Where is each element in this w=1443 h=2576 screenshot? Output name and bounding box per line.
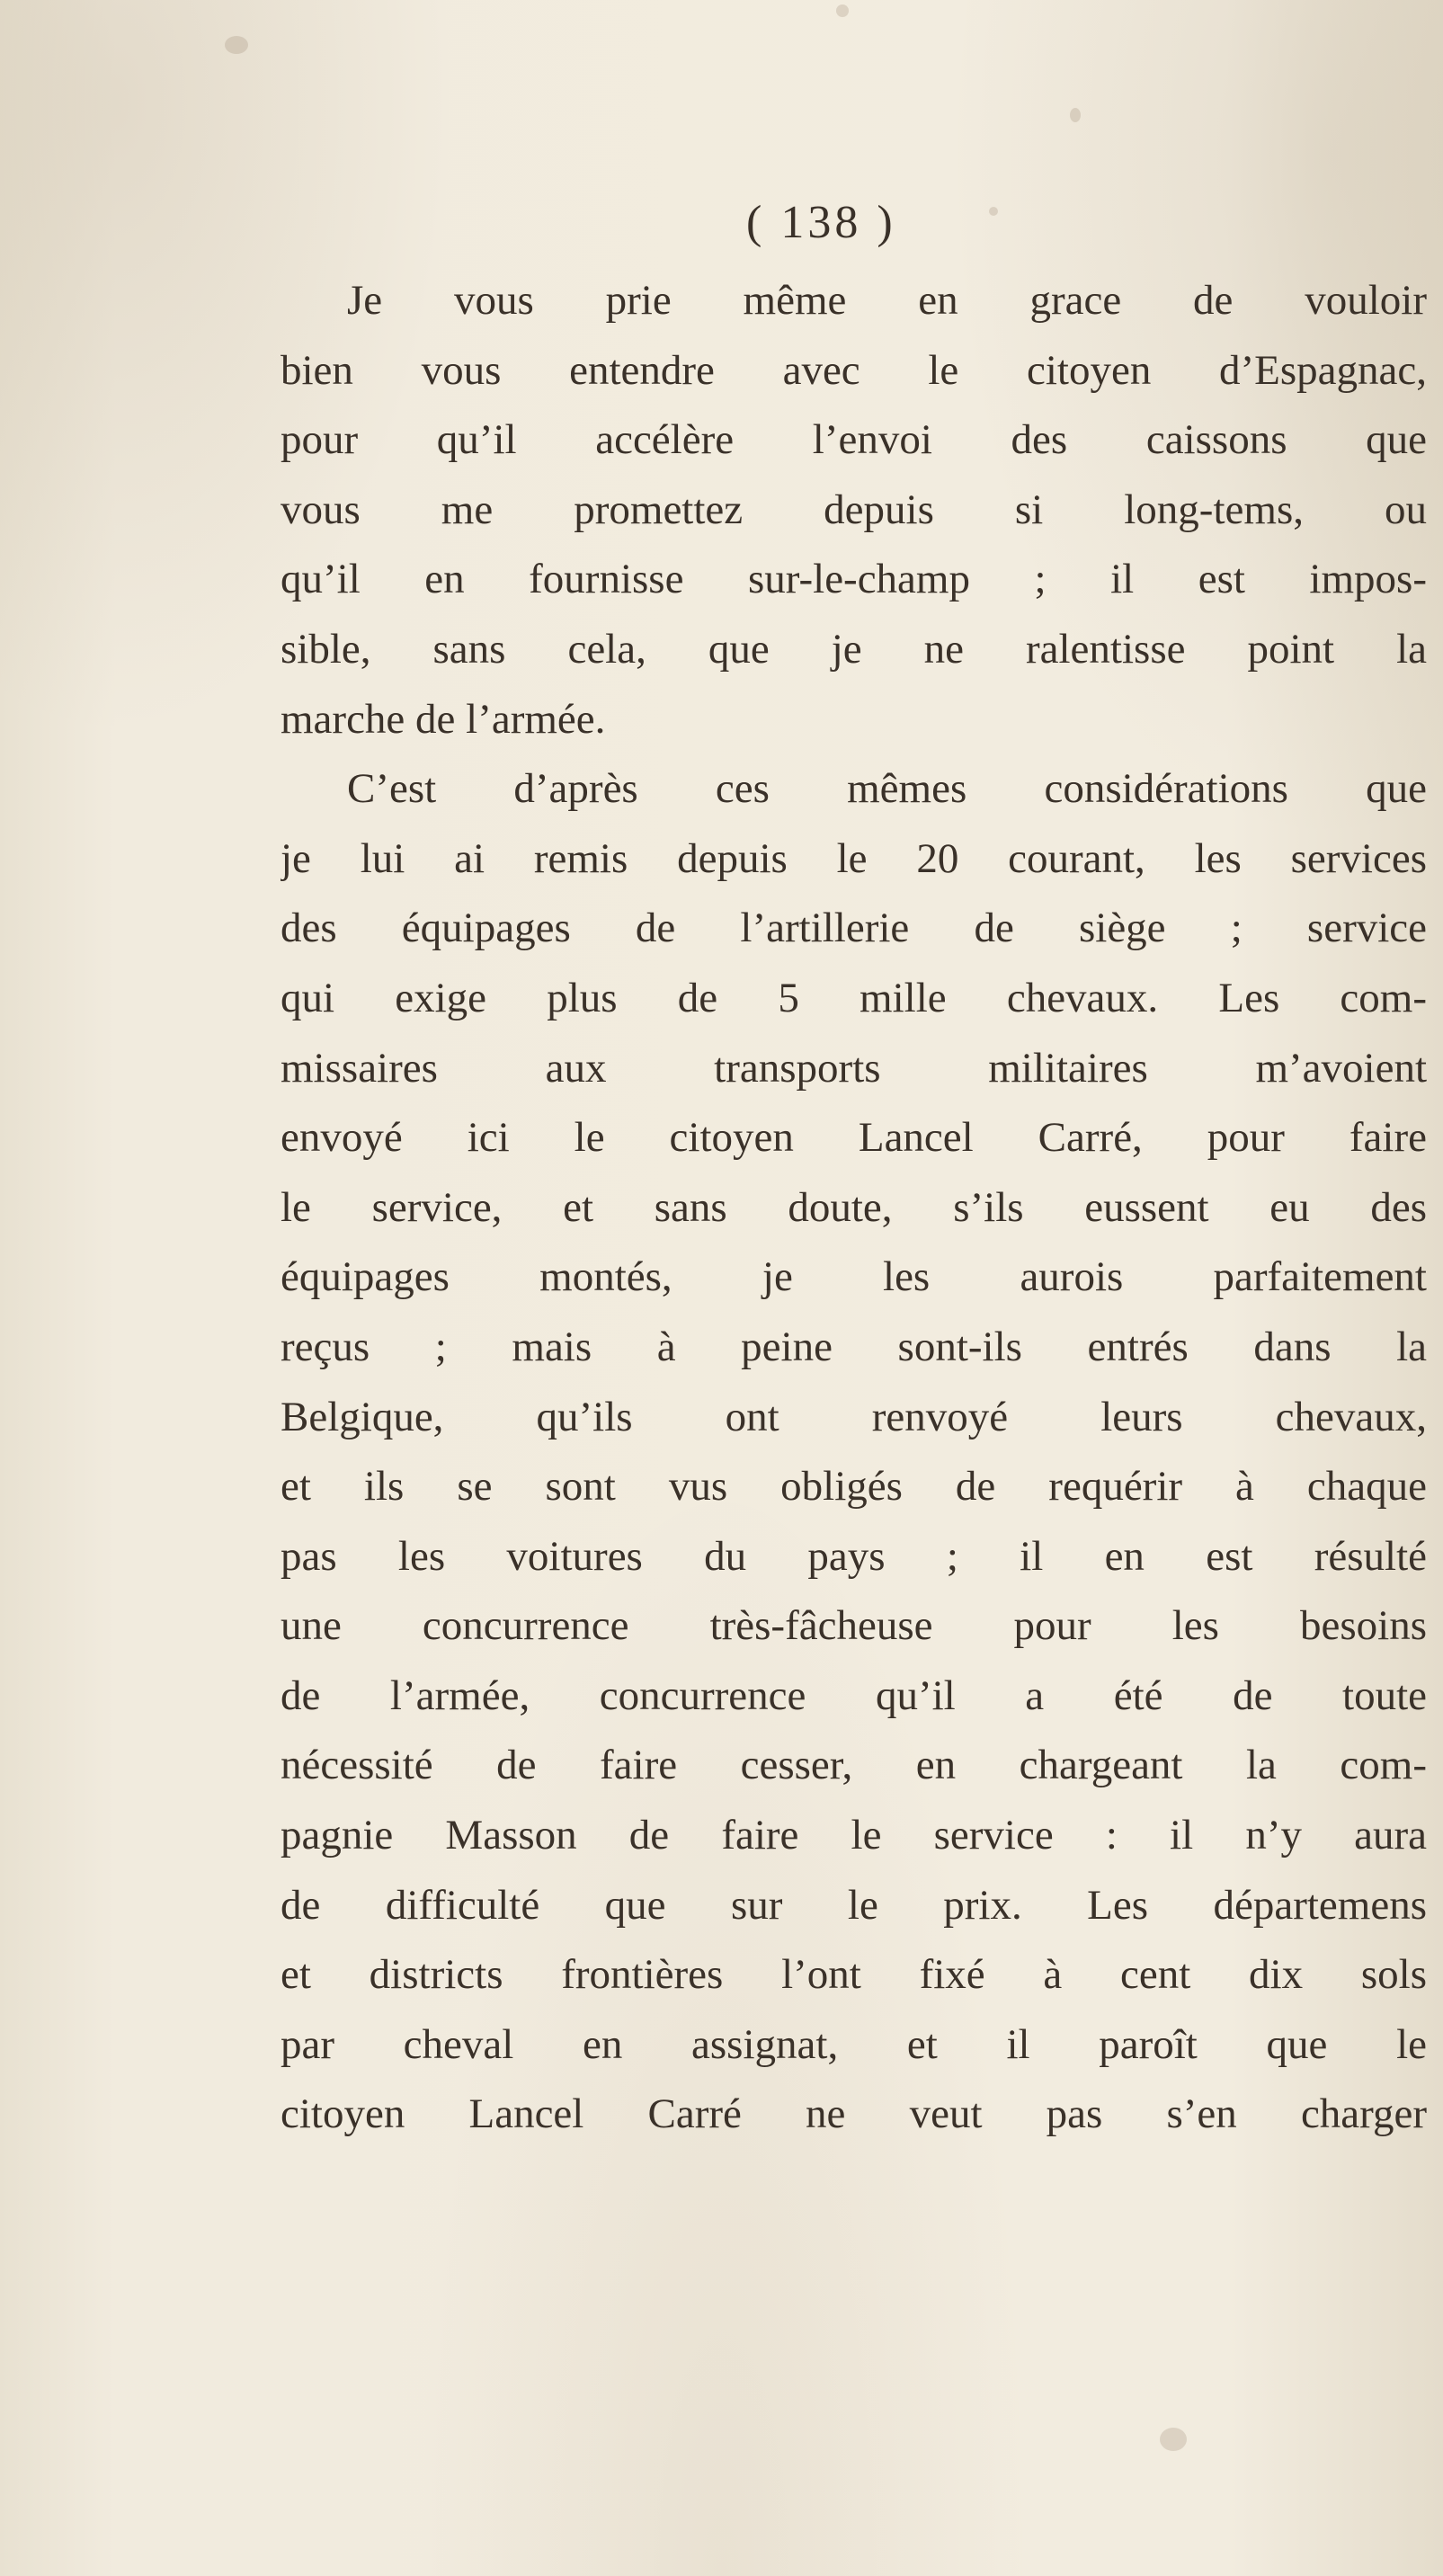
- text-line: des équipages de l’artillerie de siège ; service: [281, 905, 1427, 952]
- foxing-spot: [225, 36, 248, 54]
- text-line: je lui ai remis depuis le 20 courant, les services: [281, 834, 1427, 882]
- body-text: [281, 266, 1427, 2150]
- text-line: qui exige plus de 5 mille chevaux. Les com-: [281, 974, 1427, 1021]
- text-line: Belgique, qu’ils ont renvoyé leurs chevaux,: [281, 1393, 1427, 1440]
- foxing-spot: [989, 207, 998, 216]
- foxing-spot: [836, 4, 849, 17]
- text-line: le service, et sans doute, s’ils eussent eu des: [281, 1183, 1427, 1231]
- text-line: sible, sans cela, que je ne ralentisse point la: [281, 625, 1427, 673]
- text-line: une concurrence très-fâcheuse pour les besoins: [281, 1602, 1427, 1650]
- text-line: nécessité de faire cesser, en chargeant la com-: [281, 1742, 1427, 1789]
- text-line: C’est d’après ces mêmes considérations que: [347, 765, 1427, 813]
- text-line: Je vous prie même en grace de vouloir: [347, 277, 1427, 324]
- text-line: par cheval en assignat, et il paroît que le: [281, 2020, 1427, 2068]
- text-line: envoyé ici le citoyen Lancel Carré, pour faire: [281, 1114, 1427, 1162]
- text-line: citoyen Lancel Carré ne veut pas s’en charger: [281, 2090, 1427, 2138]
- text-line: pour qu’il accélère l’envoi des caissons que: [281, 416, 1427, 464]
- text-line: bien vous entendre avec le citoyen d’Espagnac,: [281, 346, 1427, 394]
- foxing-spot: [1070, 108, 1081, 122]
- text-line: équipages montés, je les aurois parfaitement: [281, 1253, 1427, 1301]
- text-line: missaires aux transports militaires m’avoient: [281, 1044, 1427, 1092]
- text-line: vous me promettez depuis si long-tems, ou: [281, 486, 1427, 533]
- text-line: de difficulté que sur le prix. Les départemens: [281, 1881, 1427, 1929]
- text-line: et districts frontières l’ont fixé à cent dix sols: [281, 1951, 1427, 1999]
- text-line: qu’il en fournisse sur-le-champ ; il est impos-: [281, 556, 1427, 603]
- text-line: et ils se sont vus obligés de requérir à chaque: [281, 1463, 1427, 1511]
- text-line: de l’armée, concurrence qu’il a été de toute: [281, 1671, 1427, 1719]
- foxing-spot: [1160, 2428, 1187, 2451]
- text-line: reçus ; mais à peine sont-ils entrés dans la: [281, 1323, 1427, 1370]
- text-line: pas les voitures du pays ; il en est résulté: [281, 1532, 1427, 1580]
- text-line: pagnie Masson de faire le service : il n’y aura: [281, 1812, 1427, 1859]
- page-number: ( 138 ): [746, 197, 896, 248]
- text-line: marche de l’armée.: [281, 695, 606, 743]
